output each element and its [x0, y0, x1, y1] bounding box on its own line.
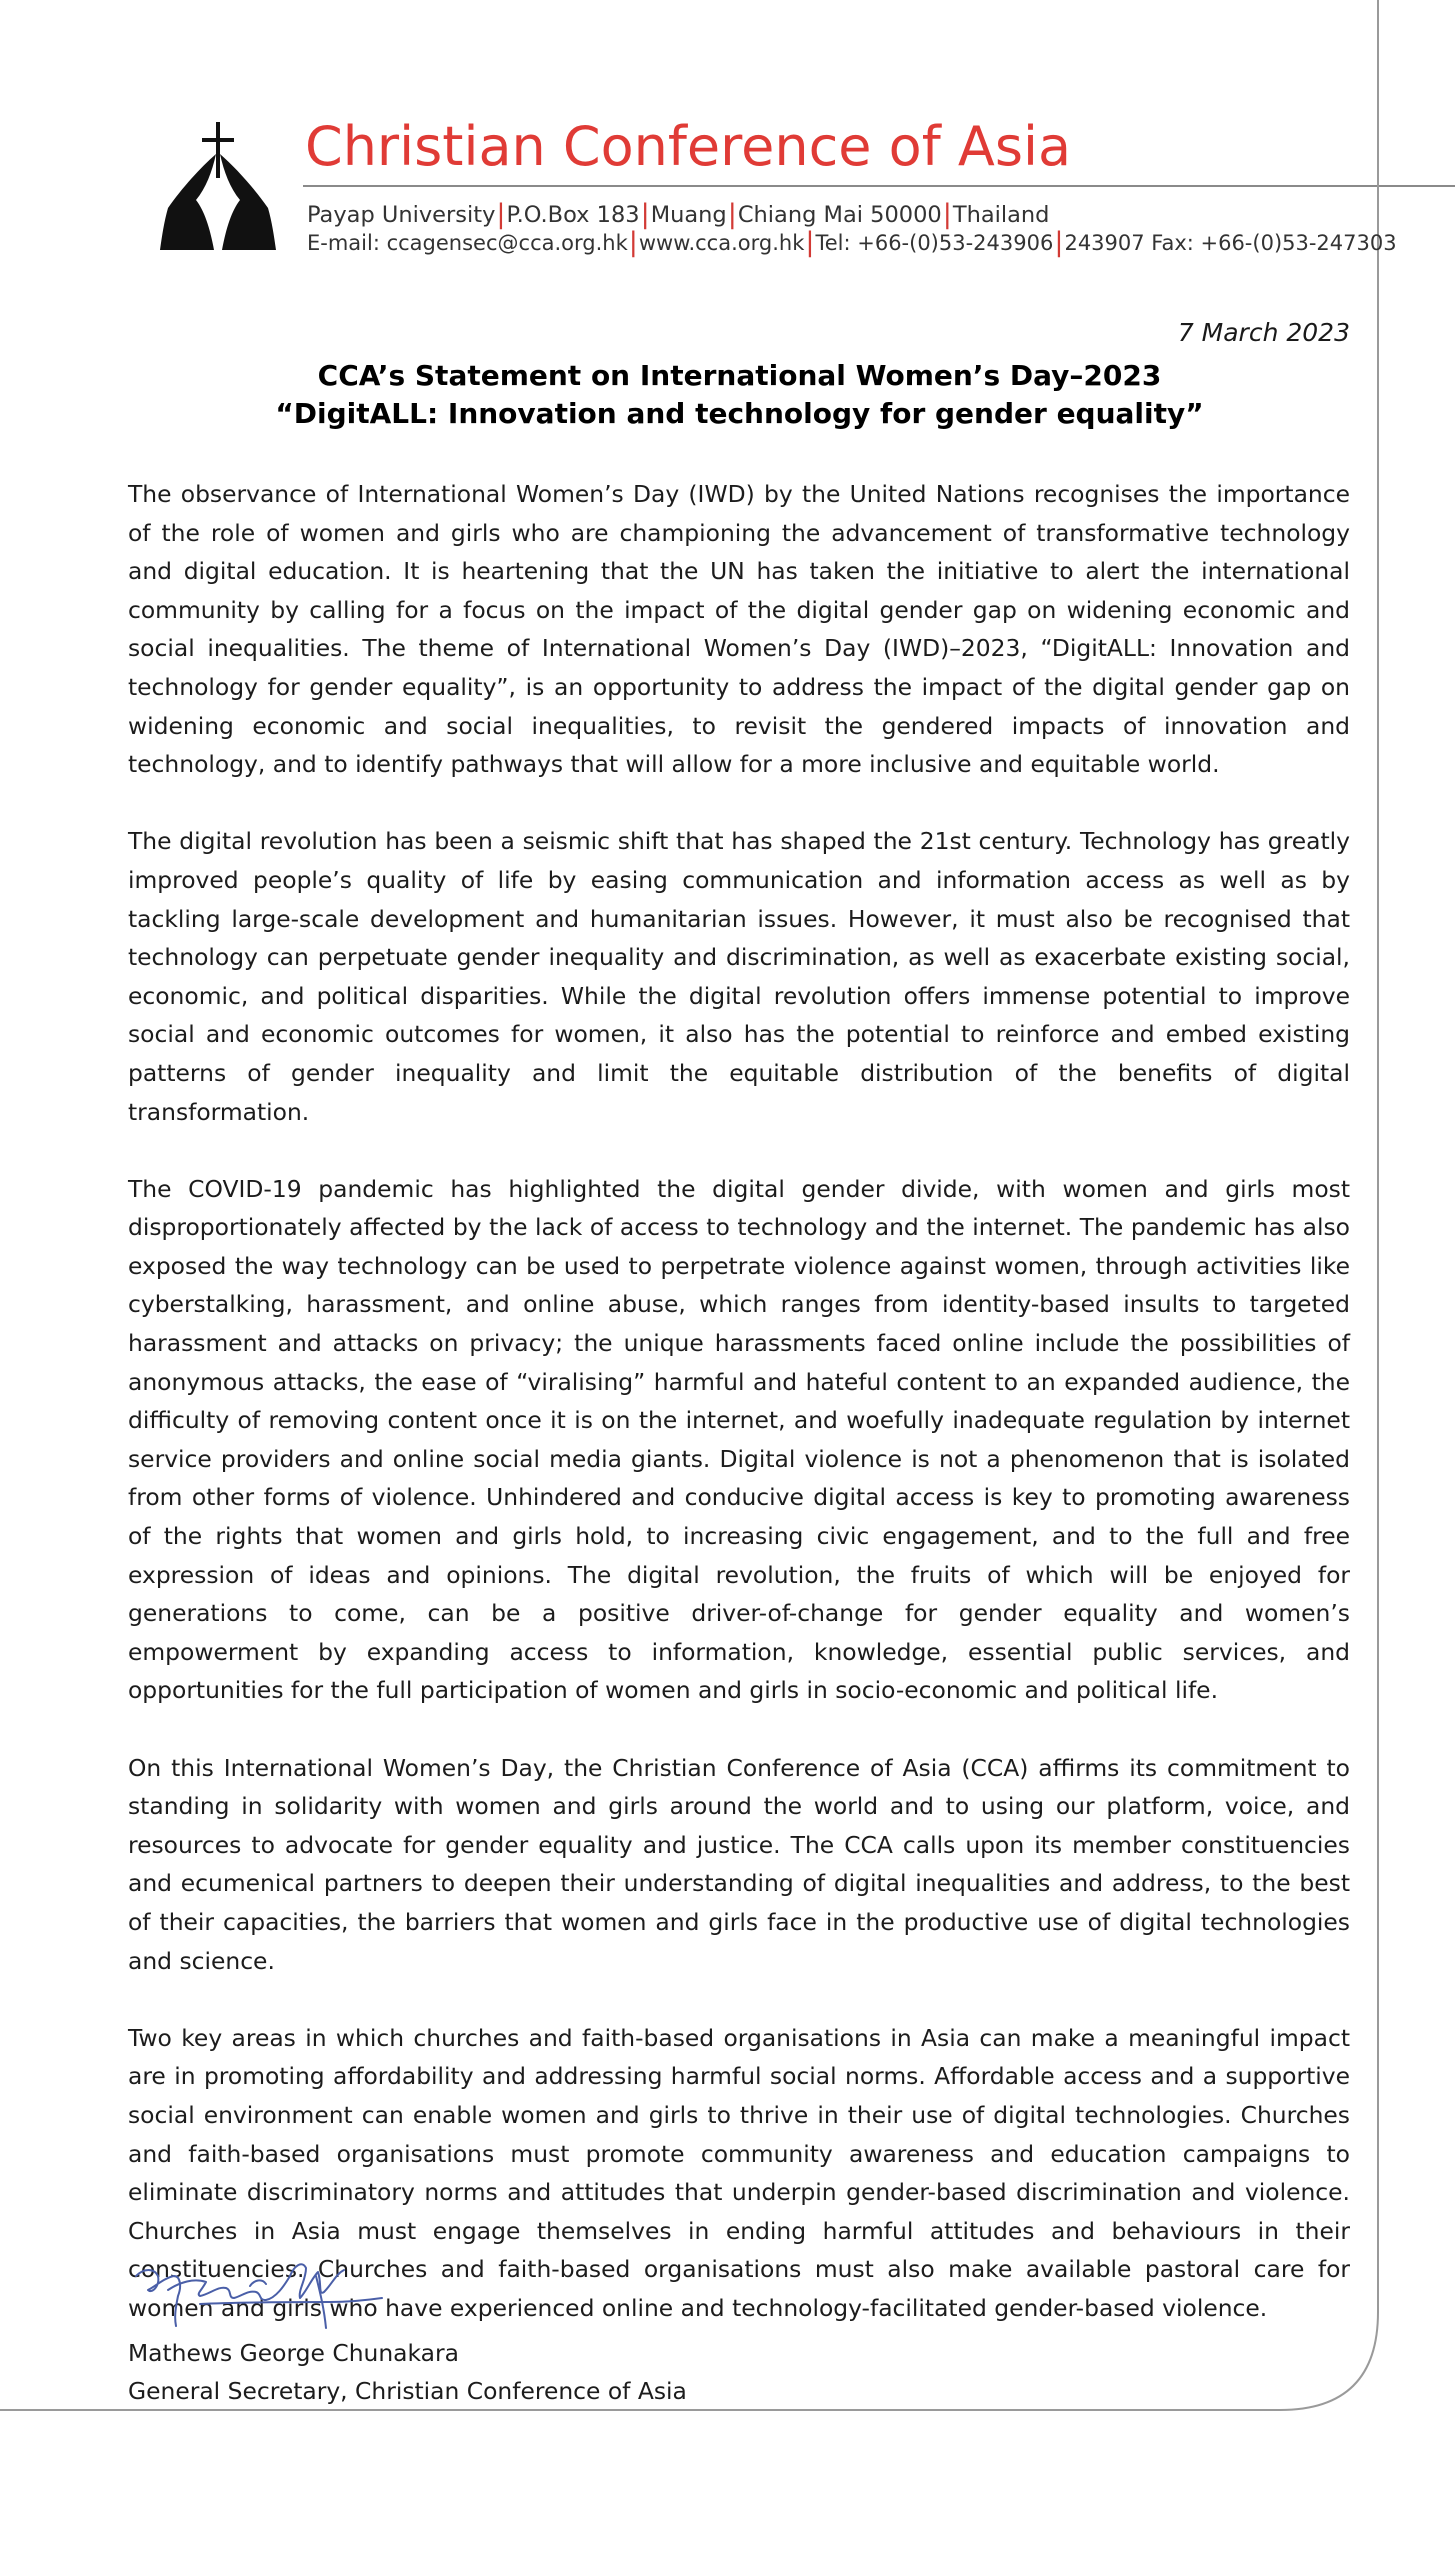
- contact-website[interactable]: www.cca.org.hk: [638, 231, 805, 255]
- handwritten-signature-icon: [130, 2246, 400, 2334]
- statement-body: [128, 475, 1350, 2366]
- contact-email[interactable]: E-mail: ccagensec@cca.org.hk: [307, 231, 628, 255]
- body-paragraph: The observance of International Women’s Day (IWD) by the United Nations recognises the importance of the role of women and girls who are championing the advancement of transformative technology and digital education. It is heartening that the UN has taken the initiative to alert the international community by calling for a focus on the impact of the digital gender gap on widening economic and social inequalities. The theme of International Women’s Day (IWD)–2023, “DigitALL: Innovation and technology for gender equality”, is an opportunity to address the impact of the digital gender gap on widening economic and social inequalities, to revisit the gendered impacts of innovation and technology, and to identify pathways that will allow for a more inclusive and equitable world.: [128, 480, 1350, 779]
- body-paragraph: The digital revolution has been a seismic shift that has shaped the 21st century. Technology has greatly improved people’s quality of life by easing communication and information access as well as by tackling large-scale development and humanitarian issues. However, it must also be recognised that technology can perpetuate gender inequality and discrimination, as well as exacerbate existing social, economic, and political disparities. While the digital revolution offers immense potential to improve social and economic outcomes for women, it also has the potential to reinforce and embed existing patterns of gender inequality and limit the equitable distribution of the benefits of digital transformation.: [128, 827, 1350, 1126]
- contact-telephone: Tel: +66-(0)53-243906: [815, 231, 1054, 255]
- contact-telephone-fax: 243907 Fax: +66-(0)53-247303: [1064, 231, 1397, 255]
- signatory-title: General Secretary, Christian Conference of Asia: [128, 2377, 687, 2405]
- letterhead-contact: E-mail: ccagensec@cca.org.hk|www.cca.org.hk|Tel: +66-(0)53-243906|243907 Fax: +66-(0)53-247303: [307, 227, 1397, 258]
- statement-subtitle: “DigitALL: Innovation and technology for gender equality”: [275, 397, 1204, 430]
- address-part: Chiang Mai 50000: [737, 202, 942, 228]
- address-part: Thailand: [952, 202, 1050, 228]
- body-paragraph: The COVID-19 pandemic has highlighted the digital gender divide, with women and girls most disproportionately affected by the lack of access to technology and the internet. The pandemic has also exposed the way technology can be used to perpetrate violence against women, through activities like cyberstalking, harassment, and online abuse, which ranges from identity-based insults to targeted harassment and attacks on privacy; the unique harassments faced online include the possibilities of anonymous attacks, the ease of “viralising” harmful and hateful content to an expanded audience, the difficulty of removing content once it is on the internet, and woefully inadequate regulation by internet service providers and online social media giants. Digital violence is not a phenomenon that is isolated from other forms of violence. Unhindered and conducive digital access is key to promoting awareness of the rights that women and girls hold, to increasing civic engagement, and to the full and free expression of ideas and opinions. The digital revolution, the fruits of which will be enjoyed for generations to come, can be a positive driver-of-change for gender equality and women’s empowerment by expanding access to information, knowledge, essential public services, and opportunities for the full participation of women and girls in socio-economic and political life.: [128, 1174, 1350, 1705]
- cca-cross-logo-icon: [160, 118, 278, 258]
- address-part: P.O.Box 183: [506, 202, 640, 228]
- statement-title: CCA’s Statement on International Women’s Day–2023: [317, 359, 1162, 392]
- signatory-name: Mathews George Chunakara: [128, 2339, 459, 2367]
- organization-name: Christian Conference of Asia: [305, 115, 1072, 178]
- statement-date: 7 March 2023: [1177, 318, 1350, 347]
- address-part: Muang: [650, 202, 727, 228]
- letterhead-address: Payap University|P.O.Box 183|Muang|Chiang Mai 50000|Thailand: [307, 199, 1050, 230]
- body-paragraph: On this International Women’s Day, the Christian Conference of Asia (CCA) affirms its commitment to standing in solidarity with women and girls around the world and to using our platform, voice, and resources to advocate for gender equality and justice. The CCA calls upon its member constituencies and ecumenical partners to deepen their understanding of digital inequalities and address, to the best of their capacities, the barriers that women and girls face in the productive use of digital technologies and science.: [128, 1753, 1350, 1975]
- body-paragraph: Two key areas in which churches and faith-based organisations in Asia can make a meaningful impact are in promoting affordability and addressing harmful social norms. Affordable access and a supportive social environment can enable women and girls to thrive in their use of digital technologies. Churches and faith-based organisations must promote community awareness and education campaigns to eliminate discriminatory norms and attitudes that underpin gender-based discrimination and violence. Churches in Asia must engage themselves in ending harmful attitudes and behaviours in their constituencies. Churches and faith-based organisations must also make available pastoral care for women and girls who have experienced online and technology-facilitated gender-based violence.: [128, 2023, 1350, 2322]
- address-part: Payap University: [307, 202, 496, 228]
